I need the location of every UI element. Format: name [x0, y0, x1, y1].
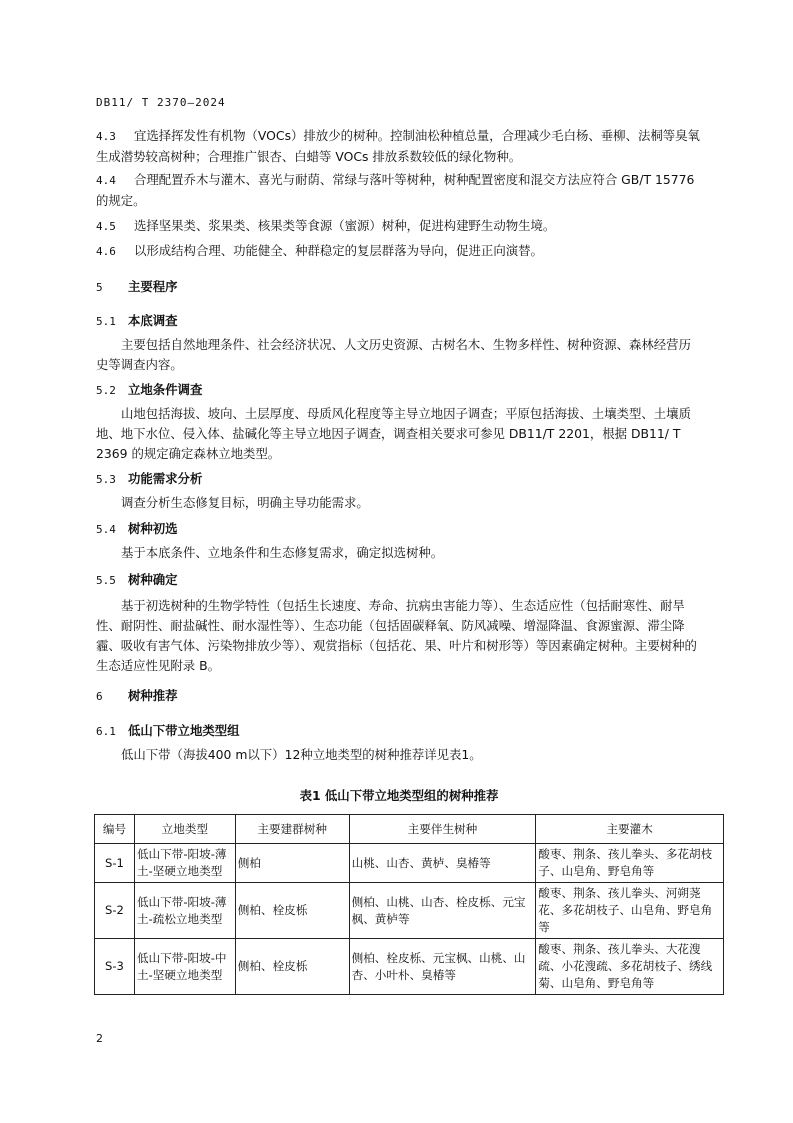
clause-number: 4.5	[96, 220, 116, 233]
cell-id: S-1	[95, 844, 135, 883]
table-row	[95, 883, 724, 939]
cell-dominant-trees: 侧柏	[235, 844, 349, 883]
header-cell-id: 编号	[95, 815, 135, 844]
header-cell-site-type: 立地类型	[134, 815, 235, 844]
cell-companion-trees: 山桃、山杏、黄栌、臭椿等	[349, 844, 536, 883]
clause-4-6	[96, 241, 702, 262]
subsection-title: 低山下带立地类型组	[128, 723, 240, 738]
cell-id: S-3	[95, 939, 135, 995]
document-code-header: DB11/ T 2370—2024	[96, 96, 226, 109]
subsection-number: 5.5	[96, 574, 116, 587]
table-header-row	[95, 815, 724, 844]
subsection-number: 6.1	[96, 725, 116, 738]
cell-companion-trees: 侧柏、山桃、山杏、栓皮栎、元宝枫、黄栌等	[349, 883, 536, 939]
subsection-5-1-heading	[96, 311, 702, 332]
section-5-heading	[96, 277, 702, 298]
table-row	[95, 844, 724, 883]
clause-number: 4.3	[96, 130, 116, 143]
header-cell-companion-trees: 主要伴生树种	[349, 815, 536, 844]
cell-dominant-trees: 侧柏、栓皮栎	[235, 883, 349, 939]
subsection-5-4-text: 基于本底条件、立地条件和生态修复需求，确定拟选树种。	[121, 545, 444, 560]
subsection-5-3-text: 调查分析生态修复目标，明确主导功能需求。	[121, 495, 369, 510]
subsection-number: 5.1	[96, 315, 116, 328]
subsection-5-4-heading	[96, 519, 702, 540]
subsection-title: 立地条件调查	[128, 382, 203, 397]
cell-site-type: 低山下带-阳坡-薄土-坚硬立地类型	[134, 844, 235, 883]
clause-4-5	[96, 216, 702, 237]
clause-4-4	[96, 170, 702, 211]
clause-text: 选择坚果类、浆果类、核果类等食源（蜜源）树种，促进构建野生动物生境。	[134, 218, 556, 233]
subsection-5-2-text: 山地包括海拔、坡向、土层厚度、母质风化程度等主导立地因子调查；平原包括海拔、土壤类型、土壤质地、地下水位、侵入体、盐碱化等主导立地因子调查，调查相关要求可参见 DB11/T 2201，根据 DB11/ T 2369 的规定确定森林立地类型。	[96, 406, 691, 461]
subsection-number: 5.2	[96, 384, 116, 397]
tree-recommendation-table	[94, 814, 724, 995]
clause-text: 宜选择挥发性有机物（VOCs）排放少的树种。控制油松种植总量，合理减少毛白杨、垂柳、法桐等臭氧生成潜势较高树种；合理推广银杏、白蜡等 VOCs 排放系数较低的绿化物种。	[96, 128, 700, 164]
subsection-title: 功能需求分析	[128, 471, 203, 486]
subsection-title: 树种确定	[128, 572, 178, 587]
clause-number: 4.4	[96, 174, 116, 187]
subsection-5-3-heading	[96, 469, 702, 490]
cell-companion-trees: 侧柏、栓皮栎、元宝枫、山桃、山杏、小叶朴、臭椿等	[349, 939, 536, 995]
subsection-5-5-text: 基于初选树种的生物学特性（包括生长速度、寿命、抗病虫害能力等）、生态适应性（包括耐寒性、耐旱性、耐阴性、耐盐碱性、耐水湿性等）、生态功能（包括固碳释氧、防风减噪、增湿降温、食源蜜源、滞尘降霾、吸收有害气体、污染物排放少等）、观赏指标（包括花、果、叶片和树形等）等因素确定树种。主要树种的生态适应性见附录 B。	[96, 598, 697, 673]
clause-text: 合理配置乔木与灌木、喜光与耐荫、常绿与落叶等树种，树种配置密度和混交方法应符合 GB/T 15776 的规定。	[96, 172, 695, 208]
table-row	[95, 939, 724, 995]
subsection-5-2-heading	[96, 380, 702, 401]
cell-dominant-trees: 侧柏、栓皮栎	[235, 939, 349, 995]
subsection-6-1-text: 低山下带（海拔400 m以下）12种立地类型的树种推荐详见表1。	[121, 747, 482, 762]
cell-shrubs: 酸枣、荆条、孩儿拳头、大花溲疏、小花溲疏、多花胡枝子、绣线菊、山皂角、野皂角等	[536, 939, 724, 995]
subsection-number: 5.3	[96, 473, 116, 486]
section-number: 6	[96, 690, 103, 703]
clause-text: 以形成结构合理、功能健全、种群稳定的复层群落为导向，促进正向演替。	[134, 243, 543, 258]
subsection-6-1-heading	[96, 721, 702, 742]
cell-shrubs: 酸枣、荆条、孩儿拳头、多花胡枝子、山皂角、野皂角等	[536, 844, 724, 883]
section-title: 树种推荐	[128, 688, 178, 703]
section-number: 5	[96, 281, 103, 294]
table-caption: 表1 低山下带立地类型组的树种推荐	[299, 788, 499, 803]
section-title: 主要程序	[128, 279, 178, 294]
section-6-heading	[96, 686, 702, 707]
cell-site-type: 低山下带-阳坡-薄土-疏松立地类型	[134, 883, 235, 939]
subsection-5-5-heading	[96, 570, 702, 591]
subsection-5-1-text: 主要包括自然地理条件、社会经济状况、人文历史资源、古树名木、生物多样性、树种资源、森林经营历史等调查内容。	[96, 337, 691, 372]
cell-site-type: 低山下带-阳坡-中土-坚硬立地类型	[134, 939, 235, 995]
cell-shrubs: 酸枣、荆条、孩儿拳头、河朔荛花、多花胡枝子、山皂角、野皂角等	[536, 883, 724, 939]
header-cell-shrubs: 主要灌木	[536, 815, 724, 844]
clause-number: 4.6	[96, 245, 116, 258]
page-number: 2	[96, 1032, 103, 1045]
subsection-title: 本底调查	[128, 313, 178, 328]
cell-id: S-2	[95, 883, 135, 939]
header-cell-dominant-trees: 主要建群树种	[235, 815, 349, 844]
subsection-title: 树种初选	[128, 521, 178, 536]
clause-4-3	[96, 126, 702, 167]
subsection-number: 5.4	[96, 523, 116, 536]
